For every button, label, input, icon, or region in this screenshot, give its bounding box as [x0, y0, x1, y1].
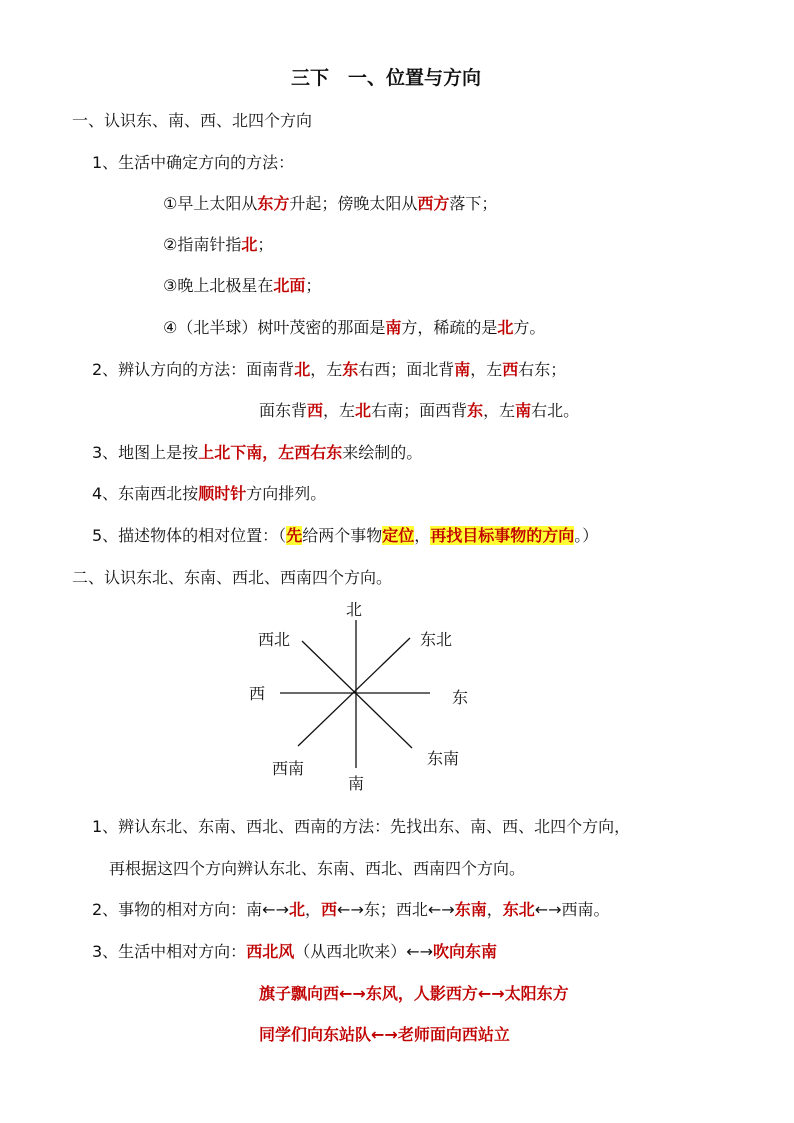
item4 — [92, 482, 326, 506]
west-label: 西 — [249, 684, 266, 703]
method-3 — [163, 274, 321, 298]
s2-item2 — [92, 898, 610, 922]
keyword: 西北风 — [246, 942, 295, 961]
text: ； — [257, 235, 274, 254]
keyword: 南 — [454, 360, 471, 379]
keyword: 北 — [355, 401, 372, 420]
keyword: 东南 — [454, 900, 487, 919]
text: 面东背 — [259, 401, 308, 420]
text: 5、描述物体的相对位置：（ — [92, 526, 287, 545]
text: ，左 — [310, 360, 343, 379]
text: 右北。 — [531, 401, 580, 420]
text: ， — [486, 900, 503, 919]
text: 方。 — [513, 318, 546, 337]
keyword: 北 — [241, 235, 258, 254]
item2-line1 — [92, 358, 566, 382]
method-1 — [163, 192, 497, 216]
section1-heading: 一、认识东、南、西、北四个方向 — [72, 111, 313, 130]
item1-label: 1、生活中确定方向的方法： — [92, 153, 295, 172]
text: ，左 — [323, 401, 356, 420]
method-2 — [163, 233, 273, 257]
text: 落下； — [449, 194, 498, 213]
east-label: 东 — [452, 688, 469, 707]
keyword: 顺时针 — [198, 484, 247, 503]
text: 。） — [574, 526, 599, 545]
keyword: 南 — [515, 401, 532, 420]
text: ， — [305, 900, 322, 919]
s2-item1-line1: 1、辨认东北、东南、西北、西南的方法：先找出东、南、西、北四个方向， — [92, 817, 631, 836]
text: 右东； — [518, 360, 567, 379]
keyword: 西 — [307, 401, 324, 420]
keyword: 西 — [502, 360, 519, 379]
keyword: 东 — [342, 360, 359, 379]
page-title: 三下 一、位置与方向 — [291, 67, 482, 89]
text: ，左 — [470, 360, 503, 379]
text: ①早上太阳从 — [163, 194, 258, 213]
method-4 — [163, 316, 545, 340]
keyword: 上北下南，左西右东 — [198, 443, 343, 462]
text: 右南；面西背 — [371, 401, 468, 420]
keyword: 北 — [497, 318, 514, 337]
item2-line2 — [259, 399, 579, 423]
text: 2、辨认方向的方法：面南背 — [92, 360, 295, 379]
keyword: 西方 — [417, 194, 450, 213]
text: ， — [414, 526, 431, 545]
keyword: 北 — [294, 360, 311, 379]
text: ，左 — [483, 401, 516, 420]
item3 — [92, 441, 422, 465]
text: 2、事物的相对方向：南←→ — [92, 900, 289, 919]
s2-item1-line2: 再根据这四个方向辨认东北、东南、西北、西南四个方向。 — [109, 859, 526, 878]
keyword: 北 — [289, 900, 306, 919]
text: 方向排列。 — [246, 484, 327, 503]
compass-diagram — [240, 598, 480, 798]
text: ； — [305, 276, 322, 295]
southeast-label: 东南 — [427, 749, 460, 768]
text: 3、地图上是按 — [92, 443, 199, 462]
highlighted-keyword: 再找目标事物的方向 — [430, 526, 575, 545]
keyword: 东方 — [257, 194, 290, 213]
text: ④（北半球）树叶茂密的那面是 — [163, 318, 386, 337]
text: ②指南针指 — [163, 235, 242, 254]
text: 右西；面北背 — [358, 360, 455, 379]
keyword: 吹向东南 — [433, 942, 498, 961]
southwest-label: 西南 — [272, 759, 305, 778]
nw-se-line — [302, 641, 412, 748]
northeast-label: 东北 — [420, 630, 453, 649]
text: 给两个事物 — [302, 526, 383, 545]
highlighted-keyword: 定位 — [382, 526, 415, 545]
s2-item3 — [92, 940, 497, 964]
keyword: 西 — [321, 900, 338, 919]
text: （从西北吹来）←→ — [294, 942, 434, 961]
keyword: 东 — [467, 401, 484, 420]
text: 4、东南西北按 — [92, 484, 199, 503]
text: ←→东；西北←→ — [337, 900, 455, 919]
highlighted-keyword: 先 — [286, 526, 303, 545]
section2-heading: 二、认识东北、东南、西北、西南四个方向。 — [72, 568, 393, 587]
item5 — [92, 524, 598, 548]
text: ←→西南。 — [534, 900, 610, 919]
keyword: 东北 — [502, 900, 535, 919]
text: 来绘制的。 — [342, 443, 423, 462]
south-label: 南 — [348, 774, 365, 793]
keyword: 北面 — [273, 276, 306, 295]
keyword: 南 — [385, 318, 402, 337]
text: 升起；傍晚太阳从 — [289, 194, 418, 213]
s2-item3-line2: 旗子飘向西←→东风，人影西方←→太阳东方 — [259, 984, 569, 1003]
text: 方，稀疏的是 — [401, 318, 498, 337]
northwest-label: 西北 — [258, 630, 291, 649]
text: 3、生活中相对方向： — [92, 942, 247, 961]
north-label: 北 — [346, 600, 363, 619]
text: ③晚上北极星在 — [163, 276, 274, 295]
s2-item3-line3: 同学们向东站队←→老师面向西站立 — [259, 1025, 510, 1044]
